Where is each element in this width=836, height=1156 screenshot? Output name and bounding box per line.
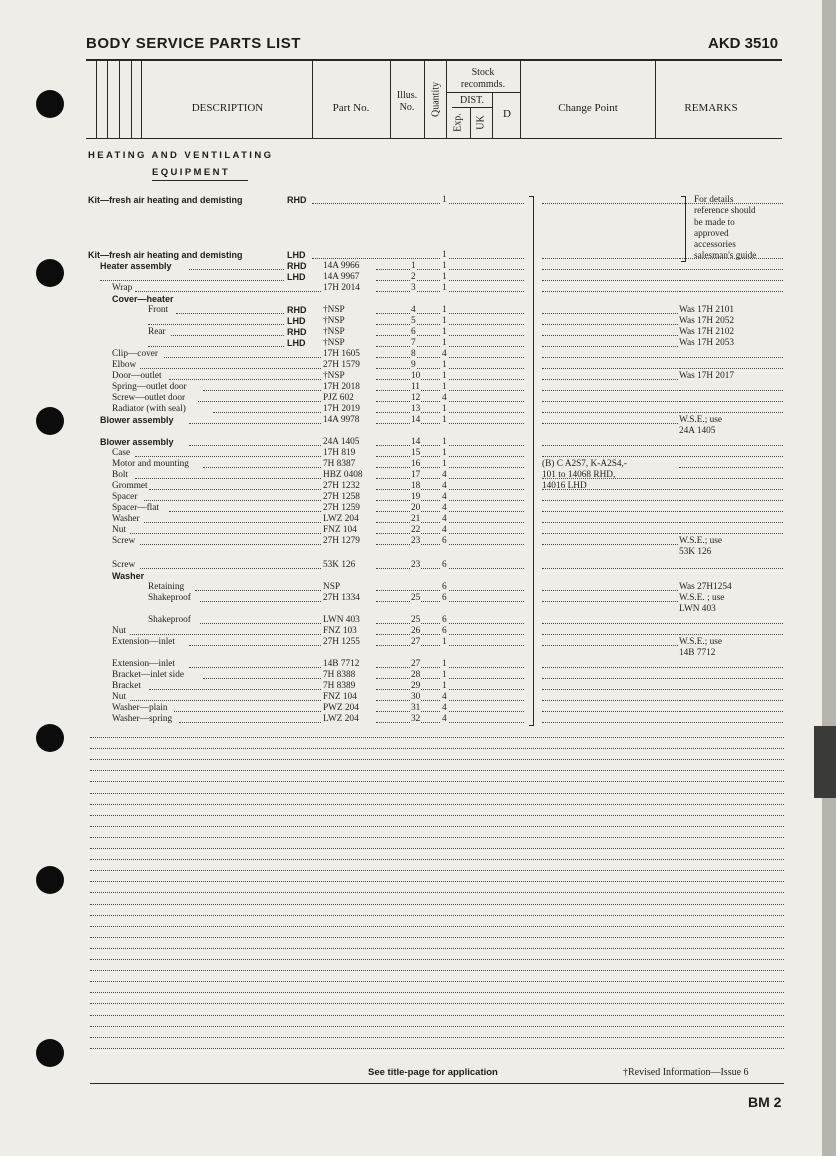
row-part-number: 17H 2014 [323,283,360,293]
row-part-number: FNZ 103 [323,626,357,636]
blank-line [90,959,784,960]
group-bracket [529,196,534,726]
blank-line [90,892,784,893]
row-description: Elbow [112,360,137,370]
row-hand: LHD [287,316,306,326]
row-quantity: 4 [442,525,447,535]
header-quantity: Quantity [430,82,442,117]
row-quantity: 1 [442,283,447,293]
row-description: Kit—fresh air heating and demisting [88,250,243,260]
table-row [0,448,822,459]
row-quantity: 6 [442,615,447,625]
row-illus-no: 27 [411,659,421,669]
table-row [0,371,822,382]
row-illus-no: 1 [411,261,416,271]
row-illus-no: 4 [411,305,416,315]
section-tab [814,726,836,798]
header-d: D [503,108,511,120]
row-quantity: 1 [442,459,447,469]
table-row [0,681,822,692]
row-remark: W.S.E.; use 53K 126 [679,536,723,557]
row-description: Motor and mounting [112,459,189,469]
row-hand: LHD [287,338,306,348]
row-part-number: FNZ 104 [323,692,357,702]
row-part-number: LWN 403 [323,615,360,625]
blank-line [90,992,784,993]
row-quantity: 4 [442,349,447,359]
row-quantity: 1 [442,316,447,326]
row-illus-no: 16 [411,459,421,469]
blank-line [90,870,784,871]
row-description: Grommet [112,481,148,491]
table-row [0,692,822,703]
table-row [0,593,822,614]
row-remark: W.S.E.; use 24A 1405 [679,415,723,436]
table-row [0,703,822,714]
row-part-number: LWZ 204 [323,714,359,724]
row-quantity: 4 [442,714,447,724]
table-row [0,615,822,626]
row-description: Spring—outlet door [112,382,187,392]
blank-line [90,981,784,982]
row-illus-no: 21 [411,514,421,524]
blank-line [90,804,784,805]
table-row [0,514,822,525]
table-row [0,525,822,536]
row-description: Screw—outlet door [112,393,186,403]
row-part-number: LWZ 204 [323,514,359,524]
section-heading: HEATING AND VENTILATING [88,150,274,161]
blank-line [90,937,784,938]
blank-line [90,1026,784,1027]
row-illus-no: 19 [411,492,421,502]
row-description: Cover—heater [112,294,174,304]
binder-hole [36,866,64,894]
header-description: DESCRIPTION [191,102,264,114]
table-row [0,415,822,436]
table-row [0,327,822,338]
row-quantity: 4 [442,692,447,702]
row-part-number: 7H 8387 [323,459,356,469]
row-illus-no: 3 [411,283,416,293]
row-quantity: 1 [442,404,447,414]
row-part-number: 14A 9966 [323,261,360,271]
table-row [0,272,822,283]
row-quantity: 1 [442,195,447,205]
row-description: Spacer [112,492,138,502]
row-quantity: 1 [442,261,447,271]
row-quantity: 4 [442,393,447,403]
row-illus-no: 32 [411,714,421,724]
blank-line [90,781,784,782]
table-row [0,626,822,637]
table-row [0,294,822,305]
row-quantity: 4 [442,470,447,480]
row-description: Kit—fresh air heating and demisting [88,195,243,205]
row-remark: Was 17H 2101 [679,305,735,315]
blank-line [90,759,784,760]
row-description: Extension—inlet [112,637,176,647]
blank-line [90,737,784,738]
header-change-point: Change Point [558,102,618,114]
row-description: Washer—plain [112,703,168,713]
blank-line [90,848,784,849]
row-illus-no: 23 [411,560,421,570]
table-row [0,305,822,316]
kit-remark: For details reference should be made to approved accessories salesman's guide [694,195,757,262]
row-quantity: 1 [442,272,447,282]
row-quantity: 4 [442,514,447,524]
page-title: BODY SERVICE PARTS LIST [86,35,301,52]
blank-line [90,1003,784,1004]
table-row [0,560,822,571]
table-row [0,470,822,481]
row-remark: Was 27H1254 [679,582,732,592]
row-quantity: 1 [442,437,447,447]
row-illus-no: 8 [411,349,416,359]
row-part-number: †NSP [323,371,345,381]
row-quantity: 6 [442,593,447,603]
row-illus-no: 17 [411,470,421,480]
document-code: AKD 3510 [708,35,779,52]
table-row [0,714,822,725]
blank-line [90,793,784,794]
row-illus-no: 31 [411,703,421,713]
row-description: Screw [112,560,136,570]
row-part-number: 24A 1405 [323,437,360,447]
blank-line [90,815,784,816]
row-hand: RHD [287,261,307,271]
blank-line [90,970,784,971]
row-description: Front [148,305,169,315]
row-illus-no: 11 [411,382,420,392]
row-description: Nut [112,525,126,535]
row-part-number: 17H 819 [323,448,356,458]
row-quantity: 4 [442,481,447,491]
row-illus-no: 27 [411,637,421,647]
table-row [0,360,822,371]
row-quantity: 1 [442,305,447,315]
row-quantity: 1 [442,448,447,458]
row-quantity: 1 [442,360,447,370]
row-description: Shakeproof [148,615,191,625]
row-description: Rear [148,327,166,337]
blank-line [90,859,784,860]
row-remark: Was 17H 2053 [679,338,735,348]
blank-line [90,881,784,882]
row-part-number: FNZ 104 [323,525,357,535]
row-remark: W.S.E. ; use LWN 403 [679,593,725,614]
row-illus-no: 25 [411,593,421,603]
footer-note: See title-page for application [368,1067,498,1078]
row-description: Case [112,448,131,458]
row-description: Bracket [112,681,141,691]
row-description: Blower assembly [100,437,174,447]
row-part-number: HBZ 0408 [323,470,363,480]
row-description: Heater assembly [100,261,172,271]
blank-line [90,948,784,949]
row-part-number: 14A 9967 [323,272,360,282]
table-row [0,571,822,582]
blank-line [90,748,784,749]
table-row [0,670,822,681]
row-illus-no: 20 [411,503,421,513]
row-illus-no: 5 [411,316,416,326]
row-part-number: †NSP [323,316,345,326]
row-illus-no: 14 [411,415,421,425]
row-illus-no: 7 [411,338,416,348]
header-illus-no: Illus. No. [396,90,418,113]
row-quantity: 1 [442,371,447,381]
row-part-number: 14B 7712 [323,659,360,669]
table-row [0,659,822,670]
row-part-number: 7H 8388 [323,670,356,680]
header-exp: Exp. [452,113,464,132]
row-description: Blower assembly [100,415,174,425]
row-description: Door—outlet [112,371,162,381]
row-quantity: 6 [442,536,447,546]
row-illus-no: 28 [411,670,421,680]
blank-line [90,915,784,916]
row-illus-no: 9 [411,360,416,370]
group-bracket [681,196,686,262]
row-illus-no: 22 [411,525,421,535]
binder-hole [36,724,64,752]
row-illus-no: 30 [411,692,421,702]
row-part-number: PWZ 204 [323,703,359,713]
row-description: Nut [112,692,126,702]
row-remark: Was 17H 2052 [679,316,735,326]
row-part-number: 27H 1232 [323,481,360,491]
row-illus-no: 13 [411,404,421,414]
row-quantity: 6 [442,626,447,636]
table-row [0,481,822,492]
row-part-number: 17H 2018 [323,382,360,392]
table-row [0,437,822,448]
header-part-no: Part No. [332,102,370,114]
row-part-number: †NSP [323,305,345,315]
row-illus-no: 10 [411,371,421,381]
row-part-number: 17H 1605 [323,349,360,359]
row-illus-no: 6 [411,327,416,337]
row-part-number: 27H 1279 [323,536,360,546]
row-part-number: †NSP [323,338,345,348]
row-hand: LHD [287,272,306,282]
row-remark: Was 17H 2017 [679,371,735,381]
row-quantity: 1 [442,659,447,669]
row-quantity: 1 [442,338,447,348]
row-part-number: NSP [323,582,341,592]
binder-hole [36,1039,64,1067]
row-part-number: 27H 1255 [323,637,360,647]
row-illus-no: 25 [411,615,421,625]
row-illus-no: 26 [411,626,421,636]
row-part-number: 27H 1259 [323,503,360,513]
row-description: Shakeproof [148,593,191,603]
blank-line [90,1037,784,1038]
table-row [0,382,822,393]
row-hand: RHD [287,305,307,315]
blank-line [90,926,784,927]
row-description: Washer [112,571,145,581]
row-description: Retaining [148,582,185,592]
row-quantity: 1 [442,250,447,260]
header-stock-recommends: Stock recommds. [460,67,506,90]
table-row [0,536,822,557]
header-dist: DIST. [460,95,484,106]
table-row [0,349,822,360]
row-part-number: 7H 8389 [323,681,356,691]
table-row [0,637,822,658]
row-quantity: 1 [442,670,447,680]
table-row [0,582,822,593]
row-quantity: 1 [442,415,447,425]
table-row [0,404,822,415]
row-illus-no: 12 [411,393,421,403]
row-part-number: 27H 1334 [323,593,360,603]
blank-line [90,1048,784,1049]
row-description: Radiator (with seal) [112,404,186,414]
row-remark: W.S.E.; use 14B 7712 [679,637,723,658]
row-illus-no: 14 [411,437,421,447]
row-description: Clip—cover [112,349,158,359]
row-description: Wrap [112,283,133,293]
table-row [0,316,822,327]
row-description: Washer [112,514,140,524]
table-row [0,393,822,404]
section-heading-sub: EQUIPMENT [152,167,231,178]
row-change-point: (B) C A2S7, K-A2S4,- 101 to 14068 RHD, 14016 LHD [542,459,627,491]
table-row [0,503,822,514]
binder-hole [36,90,64,118]
row-description: Screw [112,536,136,546]
row-description: Spacer—flat [112,503,159,513]
row-quantity: 4 [442,492,447,502]
row-description: Nut [112,626,126,636]
row-description: Extension—inlet [112,659,176,669]
row-illus-no: 2 [411,272,416,282]
row-quantity: 1 [442,327,447,337]
page-code: BM 2 [748,1094,782,1110]
header-uk: UK [475,115,487,130]
row-hand: LHD [287,250,306,260]
row-quantity: 4 [442,503,447,513]
blank-line [90,826,784,827]
blank-line [90,837,784,838]
row-hand: RHD [287,195,307,205]
row-remark: Was 17H 2102 [679,327,735,337]
row-illus-no: 29 [411,681,421,691]
table-row [0,338,822,349]
row-quantity: 6 [442,560,447,570]
row-description: Washer—spring [112,714,173,724]
blank-line [90,1015,784,1016]
row-quantity: 1 [442,382,447,392]
row-illus-no: 23 [411,536,421,546]
row-part-number: 27H 1258 [323,492,360,502]
row-part-number: PJZ 602 [323,393,354,403]
row-illus-no: 15 [411,448,421,458]
row-illus-no: 18 [411,481,421,491]
blank-line [90,904,784,905]
row-part-number: 53K 126 [323,560,356,570]
header-remarks: REMARKS [684,102,738,114]
row-part-number: 27H 1579 [323,360,360,370]
row-quantity: 1 [442,637,447,647]
row-part-number: †NSP [323,327,345,337]
table-row [0,492,822,503]
row-description: Bolt [112,470,129,480]
row-description: Bracket—inlet side [112,670,185,680]
row-quantity: 4 [442,703,447,713]
row-hand: RHD [287,327,307,337]
row-part-number: 14A 9978 [323,415,360,425]
row-quantity: 6 [442,582,447,592]
blank-line [90,770,784,771]
row-part-number: 17H 2019 [323,404,360,414]
revised-note: †Revised Information—Issue 6 [623,1067,749,1078]
table-row [0,283,822,294]
row-quantity: 1 [442,681,447,691]
